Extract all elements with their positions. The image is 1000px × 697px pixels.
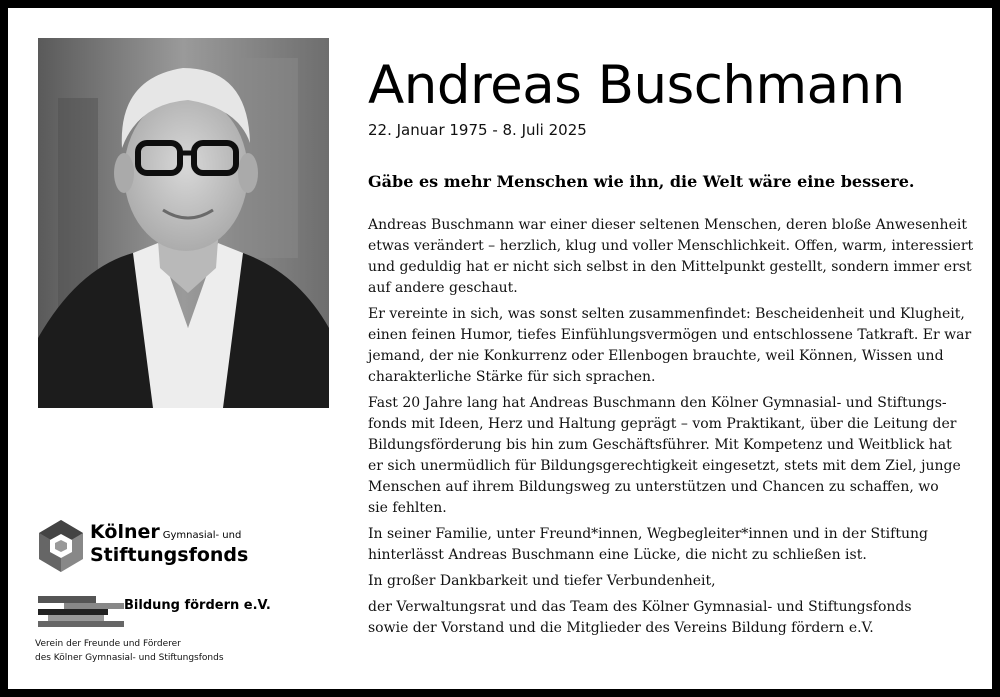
logo-gymnasial: Gymnasial- und xyxy=(162,530,242,541)
obituary-card xyxy=(8,8,992,689)
deceased-name: Andreas Buschmann xyxy=(368,55,905,116)
obituary-paragraph xyxy=(368,524,968,566)
text-line: Er vereinte in sich, was sonst selten zusammenfindet: Bescheidenheit und Klugheit, xyxy=(368,306,965,322)
portrait-photo xyxy=(38,38,329,408)
text-line: Andreas Buschmann war einer dieser seltenen Menschen, deren bloße Anwesenheit xyxy=(368,217,967,233)
text-line: der Verwaltungsrat und das Team des Kölner Gymnasial- und Stiftungsfonds xyxy=(368,599,912,615)
obituary-paragraph xyxy=(368,571,968,592)
hexagon-logo-icon xyxy=(37,520,85,572)
obituary-paragraph xyxy=(368,597,968,639)
verein-subtitle-line-2: des Kölner Gymnasial- und Stiftungsfonds xyxy=(35,653,224,663)
life-dates: 22. Januar 1975 - 8. Juli 2025 xyxy=(368,121,587,139)
text-line: sowie der Vorstand und die Mitglieder des Vereins Bildung fördern e.V. xyxy=(368,620,874,636)
text-line: charakterliche Stärke für sich sprachen. xyxy=(368,369,656,385)
stripe-bars-logo-icon xyxy=(38,596,124,630)
logo-koelner: Kölner xyxy=(90,521,160,543)
stiftungsfonds-logo xyxy=(35,518,255,578)
text-line: Fast 20 Jahre lang hat Andreas Buschmann den Kölner Gymnasial- und Stiftungs- xyxy=(368,395,947,411)
text-line: fonds mit Ideen, Herz und Haltung geprägt – vom Praktikant, über die Leitung der xyxy=(368,416,957,432)
text-line: In seiner Familie, unter Freund*innen, Wegbegleiter*innen und in der Stiftung xyxy=(368,526,928,542)
text-line: sie fehlten. xyxy=(368,500,447,516)
obituary-paragraph xyxy=(368,215,974,299)
text-line: In großer Dankbarkeit und tiefer Verbundenheit, xyxy=(368,573,716,589)
text-line: er sich unermüdlich für Bildungsgerechtigkeit eingesetzt, stets mit dem Ziel, junge xyxy=(368,458,961,474)
portrait-illustration xyxy=(38,38,329,408)
text-line: einen feinen Humor, tiefes Einfühlungsvermögen und entschlossene Tatkraft. Er war xyxy=(368,327,972,343)
text-line: auf andere geschaut. xyxy=(368,280,518,296)
bildung-foerdern-logo xyxy=(35,594,295,664)
verein-subtitle-line-1: Verein der Freunde und Förderer xyxy=(35,639,181,649)
headline-quote: Gäbe es mehr Menschen wie ihn, die Welt wäre eine bessere. xyxy=(368,172,915,191)
logo-line-2: Stiftungsfonds xyxy=(90,544,249,566)
verein-subtitle xyxy=(35,637,224,665)
text-line: etwas verändert – herzlich, klug und voller Menschlichkeit. Offen, warm, interessiert xyxy=(368,238,974,254)
text-line: jemand, der nie Konkurrenz oder Ellenbogen brauchte, weil Können, Wissen und xyxy=(368,348,944,364)
text-line: Bildungsförderung bis hin zum Geschäftsführer. Mit Kompetenz und Weitblick hat xyxy=(368,437,952,453)
verein-title: Bildung fördern e.V. xyxy=(124,598,271,613)
obituary-paragraph xyxy=(368,393,968,519)
text-line: und geduldig hat er nicht sich selbst in den Mittelpunkt gestellt, sondern immer erst xyxy=(368,259,972,275)
obituary-paragraph xyxy=(368,304,972,388)
obituary-text xyxy=(368,215,974,644)
text-line: Menschen auf ihrem Bildungsweg zu unterstützen und Chancen zu schaffen, wo xyxy=(368,479,939,495)
text-line: hinterlässt Andreas Buschmann eine Lücke, die nicht zu schließen ist. xyxy=(368,547,867,563)
